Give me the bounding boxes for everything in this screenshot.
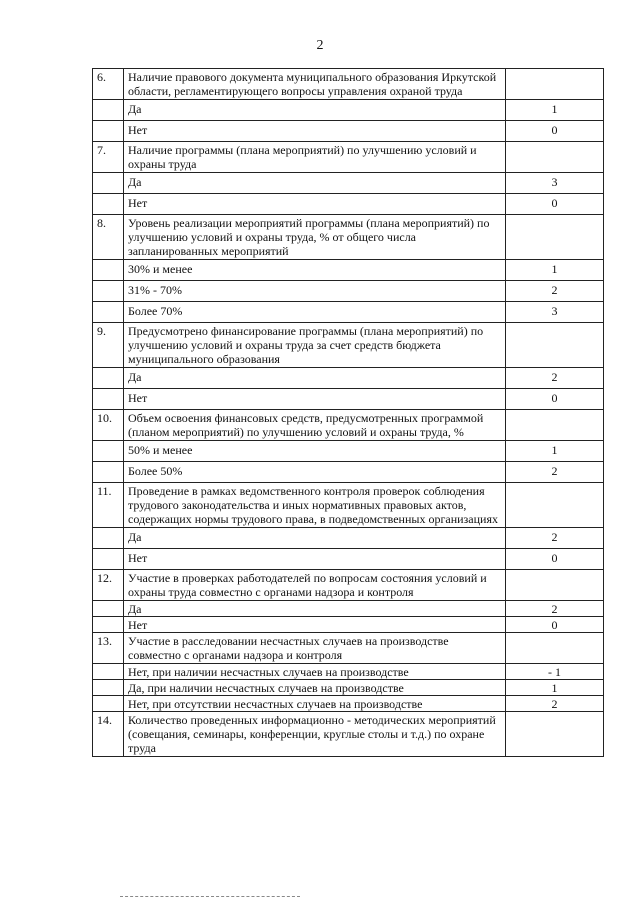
option-score: 3: [506, 302, 604, 323]
criteria-table: [92, 68, 604, 757]
option-number-cell: [93, 368, 124, 389]
option-label: Да: [124, 100, 506, 121]
option-label: Нет: [124, 194, 506, 215]
option-label: Нет, при наличии несчастных случаев на производстве: [124, 664, 506, 680]
option-row: [93, 389, 604, 410]
criterion-row: [93, 633, 604, 664]
option-label: Да: [124, 368, 506, 389]
criterion-row: [93, 410, 604, 441]
option-row: [93, 528, 604, 549]
option-label: Более 50%: [124, 462, 506, 483]
option-number-cell: [93, 121, 124, 142]
criterion-text: Участие в проверках работодателей по вопросам состояния условий и охраны труда совместно с органами надзора и контроля: [124, 570, 506, 601]
option-label: Нет: [124, 121, 506, 142]
criterion-score-cell: [506, 483, 604, 528]
option-row: [93, 194, 604, 215]
page-number: 2: [316, 38, 324, 53]
option-score: - 1: [506, 664, 604, 680]
criterion-row: [93, 142, 604, 173]
option-label: Да, при наличии несчастных случаев на производстве: [124, 680, 506, 696]
option-score: 0: [506, 389, 604, 410]
option-row: [93, 260, 604, 281]
option-row: [93, 173, 604, 194]
option-number-cell: [93, 664, 124, 680]
criterion-number: 10.: [93, 410, 124, 441]
option-number-cell: [93, 281, 124, 302]
option-row: [93, 100, 604, 121]
criterion-text: Проведение в рамках ведомственного контроля проверок соблюдения трудового законодательства и иных нормативных правовых актов, содержащих нормы трудового права, в подведомственных организациях: [124, 483, 506, 528]
criterion-number: 11.: [93, 483, 124, 528]
option-number-cell: [93, 302, 124, 323]
criterion-text: Предусмотрено финансирование программы (плана мероприятий) по улучшению условий и охраны труда за счет средств бюджета муниципального образования: [124, 323, 506, 368]
option-label: Да: [124, 528, 506, 549]
criterion-number: 12.: [93, 570, 124, 601]
criterion-score-cell: [506, 215, 604, 260]
criterion-score-cell: [506, 712, 604, 757]
option-row: [93, 462, 604, 483]
criterion-score-cell: [506, 410, 604, 441]
option-label: 30% и менее: [124, 260, 506, 281]
option-label: Нет: [124, 549, 506, 570]
option-number-cell: [93, 100, 124, 121]
option-row: [93, 368, 604, 389]
criterion-text: Объем освоения финансовых средств, предусмотренных программой (планом мероприятий) по улучшению условий и охраны труда, %: [124, 410, 506, 441]
criteria-table-body: [93, 69, 604, 757]
option-row: [93, 696, 604, 712]
criterion-row: [93, 323, 604, 368]
option-label: Нет: [124, 617, 506, 633]
criterion-score-cell: [506, 69, 604, 100]
option-number-cell: [93, 194, 124, 215]
option-number-cell: [93, 441, 124, 462]
option-label: 31% - 70%: [124, 281, 506, 302]
option-number-cell: [93, 260, 124, 281]
option-score: 2: [506, 528, 604, 549]
option-label: Да: [124, 601, 506, 617]
criterion-row: [93, 570, 604, 601]
option-number-cell: [93, 696, 124, 712]
option-number-cell: [93, 617, 124, 633]
option-row: [93, 617, 604, 633]
option-number-cell: [93, 680, 124, 696]
criterion-text: Количество проведенных информационно - методических мероприятий (совещания, семинары, конференции, круглые столы и т.д.) по охране труда: [124, 712, 506, 757]
option-label: Нет, при отсутствии несчастных случаев на производстве: [124, 696, 506, 712]
option-label: 50% и менее: [124, 441, 506, 462]
criterion-text: Участие в расследовании несчастных случаев на производстве совместно с органами надзора и контроля: [124, 633, 506, 664]
option-row: [93, 121, 604, 142]
criterion-text: Наличие правового документа муниципального образования Иркутской области, регламентирующего вопросы управления охраной труда: [124, 69, 506, 100]
option-label: Нет: [124, 389, 506, 410]
option-number-cell: [93, 462, 124, 483]
option-row: [93, 664, 604, 680]
option-number-cell: [93, 549, 124, 570]
option-label: Да: [124, 173, 506, 194]
option-row: [93, 441, 604, 462]
option-score: 2: [506, 601, 604, 617]
option-score: 0: [506, 194, 604, 215]
option-score: 1: [506, 260, 604, 281]
scan-artifact-line: [120, 896, 300, 899]
option-number-cell: [93, 601, 124, 617]
criterion-text: Наличие программы (плана мероприятий) по улучшению условий и охраны труда: [124, 142, 506, 173]
criterion-number: 9.: [93, 323, 124, 368]
option-score: 3: [506, 173, 604, 194]
option-number-cell: [93, 528, 124, 549]
option-score: 0: [506, 549, 604, 570]
option-row: [93, 601, 604, 617]
option-row: [93, 680, 604, 696]
option-score: 2: [506, 462, 604, 483]
option-score: 0: [506, 121, 604, 142]
option-score: 1: [506, 100, 604, 121]
option-label: Более 70%: [124, 302, 506, 323]
option-score: 2: [506, 696, 604, 712]
criterion-number: 14.: [93, 712, 124, 757]
criterion-row: [93, 712, 604, 757]
criterion-number: 13.: [93, 633, 124, 664]
criterion-score-cell: [506, 570, 604, 601]
option-score: 2: [506, 281, 604, 302]
criterion-score-cell: [506, 142, 604, 173]
option-score: 1: [506, 680, 604, 696]
criterion-row: [93, 483, 604, 528]
criterion-number: 8.: [93, 215, 124, 260]
option-score: 2: [506, 368, 604, 389]
criterion-row: [93, 69, 604, 100]
criterion-row: [93, 215, 604, 260]
option-row: [93, 281, 604, 302]
option-row: [93, 302, 604, 323]
criterion-number: 6.: [93, 69, 124, 100]
option-number-cell: [93, 173, 124, 194]
criterion-score-cell: [506, 323, 604, 368]
criterion-number: 7.: [93, 142, 124, 173]
option-number-cell: [93, 389, 124, 410]
option-row: [93, 549, 604, 570]
criterion-text: Уровень реализации мероприятий программы (плана мероприятий) по улучшению условий и охраны труда, % от общего числа запланированных мероприятий: [124, 215, 506, 260]
option-score: 0: [506, 617, 604, 633]
option-score: 1: [506, 441, 604, 462]
criterion-score-cell: [506, 633, 604, 664]
